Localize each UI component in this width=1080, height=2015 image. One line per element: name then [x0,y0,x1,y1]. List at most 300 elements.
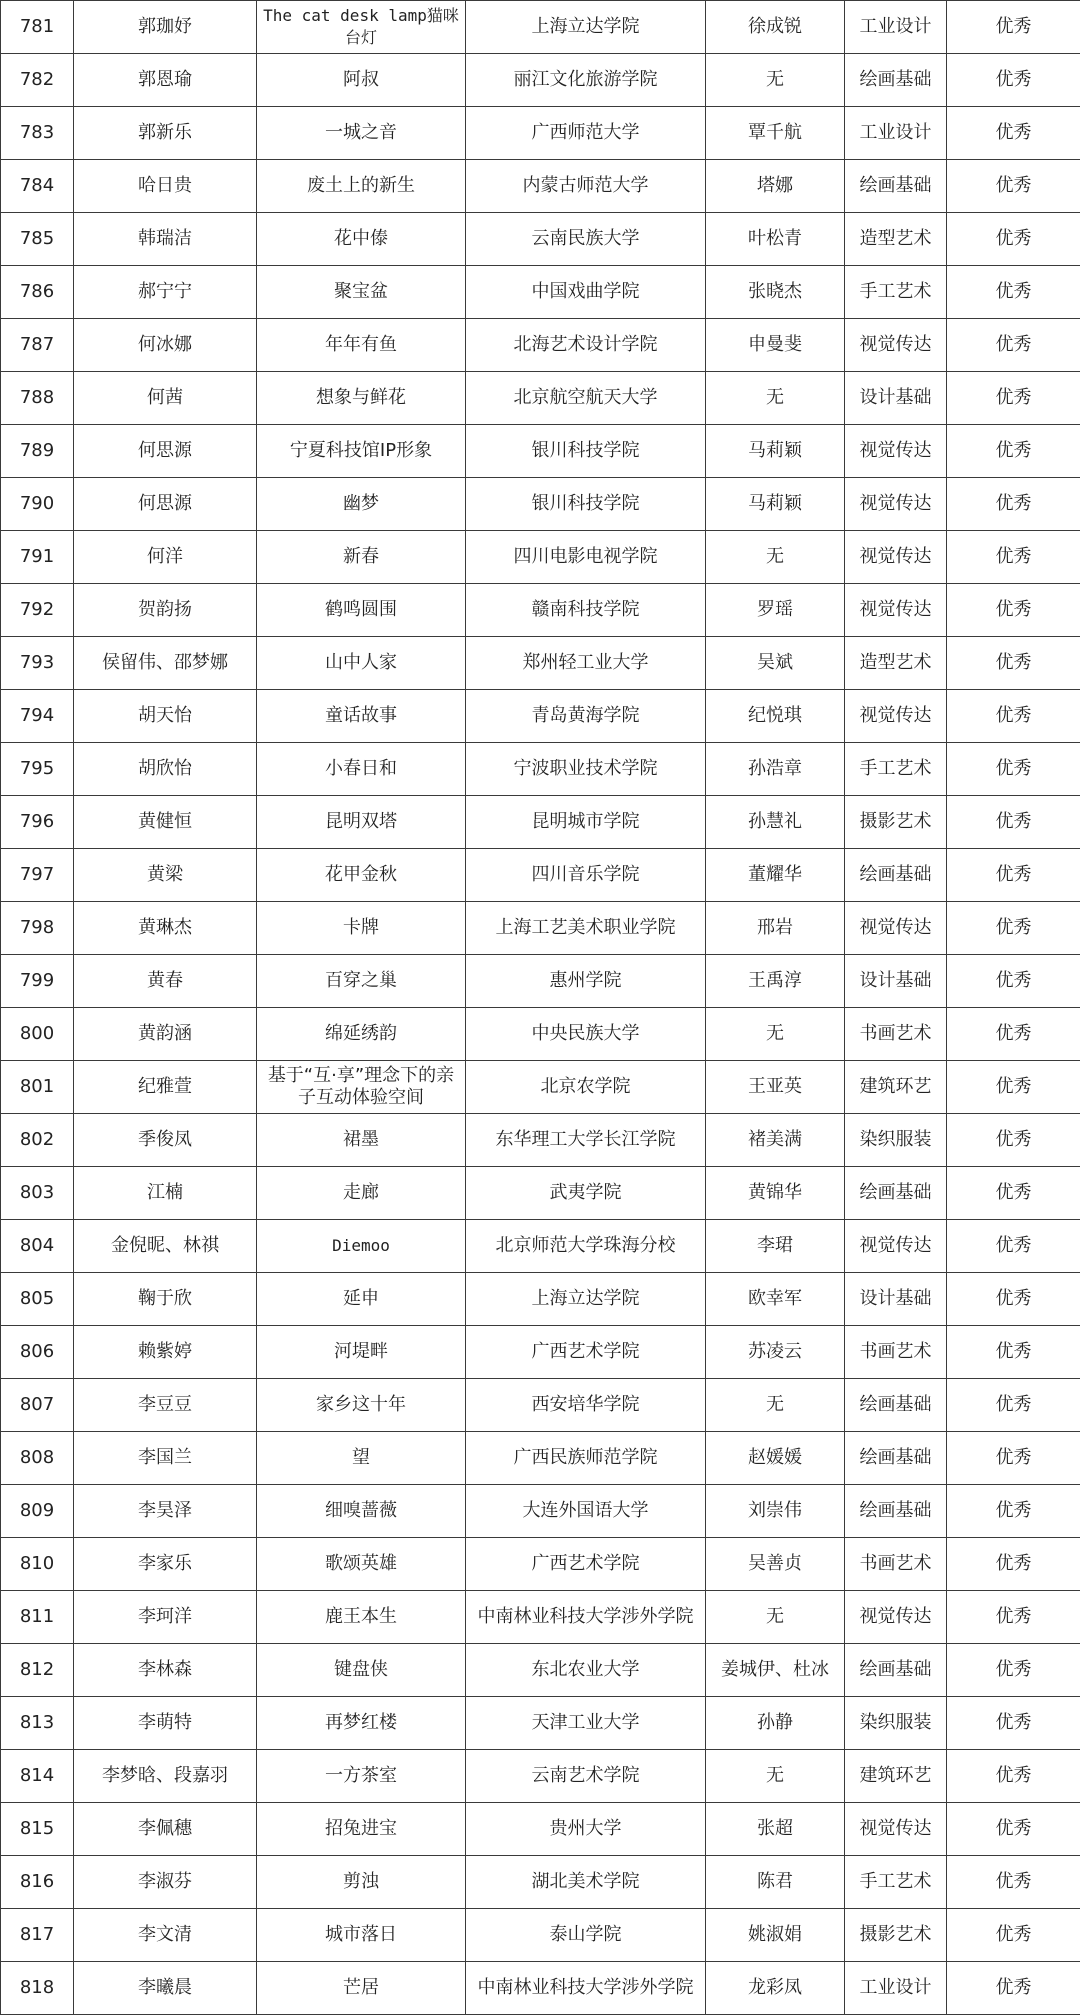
cell-school: 中南林业科技大学涉外学院 [466,1962,706,2015]
cell-category: 设计基础 [845,372,947,425]
cell-school: 青岛黄海学院 [466,690,706,743]
cell-teacher: 罗瑶 [706,584,845,637]
cell-award: 优秀 [947,1167,1080,1220]
cell-work-title: 废土上的新生 [257,160,466,213]
cell-work-title: 再梦红楼 [257,1697,466,1750]
cell-number: 787 [1,319,74,372]
cell-author: 李佩穗 [74,1803,257,1856]
cell-teacher: 黄锦华 [706,1167,845,1220]
cell-school: 上海工艺美术职业学院 [466,902,706,955]
table-row [1,1856,1080,1909]
cell-teacher: 覃千航 [706,107,845,160]
cell-award: 优秀 [947,160,1080,213]
cell-work-title: 昆明双塔 [257,796,466,849]
cell-category: 视觉传达 [845,425,947,478]
cell-school: 北海艺术设计学院 [466,319,706,372]
cell-number: 783 [1,107,74,160]
cell-teacher: 王亚英 [706,1061,845,1114]
table-row [1,1697,1080,1750]
cell-award: 优秀 [947,1,1080,54]
cell-school: 北京师范大学珠海分校 [466,1220,706,1273]
cell-number: 816 [1,1856,74,1909]
cell-number: 796 [1,796,74,849]
cell-author: 郭珈妤 [74,1,257,54]
cell-category: 书画艺术 [845,1538,947,1591]
cell-award: 优秀 [947,796,1080,849]
cell-category: 视觉传达 [845,1220,947,1273]
cell-work-title: 阿叔 [257,54,466,107]
cell-work-title: 家乡这十年 [257,1379,466,1432]
cell-work-title: 裙墨 [257,1114,466,1167]
cell-award: 优秀 [947,1591,1080,1644]
cell-author: 李国兰 [74,1432,257,1485]
cell-category: 视觉传达 [845,690,947,743]
cell-category: 视觉传达 [845,319,947,372]
cell-author: 李豆豆 [74,1379,257,1432]
cell-author: 李昊泽 [74,1485,257,1538]
cell-author: 金倪昵、林祺 [74,1220,257,1273]
cell-category: 绘画基础 [845,1379,947,1432]
cell-award: 优秀 [947,107,1080,160]
cell-teacher: 申曼斐 [706,319,845,372]
cell-award: 优秀 [947,1379,1080,1432]
cell-author: 胡天怡 [74,690,257,743]
cell-award: 优秀 [947,1273,1080,1326]
cell-author: 李珂洋 [74,1591,257,1644]
cell-work-title: 剪浊 [257,1856,466,1909]
cell-category: 绘画基础 [845,1485,947,1538]
cell-author: 侯留伟、邵梦娜 [74,637,257,690]
cell-number: 806 [1,1326,74,1379]
table-body [1,1,1080,2015]
cell-work-title: 山中人家 [257,637,466,690]
cell-school: 东北农业大学 [466,1644,706,1697]
cell-author: 鞠于欣 [74,1273,257,1326]
cell-author: 黄健恒 [74,796,257,849]
cell-school: 东华理工大学长江学院 [466,1114,706,1167]
table-row [1,478,1080,531]
cell-work-title: 聚宝盆 [257,266,466,319]
table-row [1,690,1080,743]
cell-category: 视觉传达 [845,478,947,531]
cell-teacher: 吴善贞 [706,1538,845,1591]
cell-category: 绘画基础 [845,1644,947,1697]
cell-work-title: 延申 [257,1273,466,1326]
table-row [1,1644,1080,1697]
cell-teacher: 邢岩 [706,902,845,955]
cell-work-title: The cat desk lamp猫咪台灯 [257,1,466,54]
cell-award: 优秀 [947,1909,1080,1962]
cell-author: 赖紫婷 [74,1326,257,1379]
cell-work-title: 绵延绣韵 [257,1008,466,1061]
cell-category: 设计基础 [845,1273,947,1326]
cell-award: 优秀 [947,690,1080,743]
table-row [1,1803,1080,1856]
cell-category: 摄影艺术 [845,1909,947,1962]
cell-work-title: 新春 [257,531,466,584]
cell-number: 802 [1,1114,74,1167]
cell-teacher: 孙静 [706,1697,845,1750]
table-row [1,1273,1080,1326]
cell-category: 视觉传达 [845,531,947,584]
cell-work-title: 鹿王本生 [257,1591,466,1644]
cell-author: 郭恩瑜 [74,54,257,107]
cell-work-title: 花中傣 [257,213,466,266]
cell-author: 江楠 [74,1167,257,1220]
cell-category: 工业设计 [845,107,947,160]
cell-category: 视觉传达 [845,1591,947,1644]
table-row [1,1538,1080,1591]
cell-work-title: 河堤畔 [257,1326,466,1379]
cell-award: 优秀 [947,213,1080,266]
cell-category: 染织服装 [845,1114,947,1167]
cell-award: 优秀 [947,1432,1080,1485]
cell-teacher: 叶松青 [706,213,845,266]
cell-teacher: 无 [706,531,845,584]
cell-teacher: 王禹淳 [706,955,845,1008]
table-row [1,1485,1080,1538]
cell-author: 贺韵扬 [74,584,257,637]
cell-number: 800 [1,1008,74,1061]
cell-author: 李林森 [74,1644,257,1697]
cell-school: 北京农学院 [466,1061,706,1114]
cell-award: 优秀 [947,1008,1080,1061]
cell-school: 惠州学院 [466,955,706,1008]
table-row [1,1326,1080,1379]
cell-school: 内蒙古师范大学 [466,160,706,213]
table-row [1,107,1080,160]
cell-award: 优秀 [947,1697,1080,1750]
table-row [1,372,1080,425]
table-row [1,902,1080,955]
cell-award: 优秀 [947,319,1080,372]
cell-category: 设计基础 [845,955,947,1008]
cell-teacher: 无 [706,372,845,425]
cell-school: 天津工业大学 [466,1697,706,1750]
cell-school: 昆明城市学院 [466,796,706,849]
cell-category: 染织服装 [845,1697,947,1750]
cell-category: 造型艺术 [845,213,947,266]
cell-author: 季俊凤 [74,1114,257,1167]
cell-author: 何冰娜 [74,319,257,372]
table-row [1,1750,1080,1803]
cell-award: 优秀 [947,1803,1080,1856]
cell-work-title: 键盘侠 [257,1644,466,1697]
cell-school: 云南艺术学院 [466,1750,706,1803]
cell-school: 四川音乐学院 [466,849,706,902]
cell-teacher: 欧幸军 [706,1273,845,1326]
cell-teacher: 赵媛媛 [706,1432,845,1485]
cell-number: 784 [1,160,74,213]
table-row [1,637,1080,690]
cell-work-title: 宁夏科技馆IP形象 [257,425,466,478]
table-row [1,1167,1080,1220]
cell-award: 优秀 [947,849,1080,902]
cell-award: 优秀 [947,425,1080,478]
cell-category: 绘画基础 [845,1432,947,1485]
cell-teacher: 张超 [706,1803,845,1856]
table-row [1,1962,1080,2015]
cell-school: 丽江文化旅游学院 [466,54,706,107]
cell-number: 785 [1,213,74,266]
cell-award: 优秀 [947,1644,1080,1697]
cell-school: 北京航空航天大学 [466,372,706,425]
cell-award: 优秀 [947,1326,1080,1379]
cell-teacher: 无 [706,54,845,107]
cell-author: 何茜 [74,372,257,425]
table-row [1,849,1080,902]
table-row [1,54,1080,107]
table-row [1,160,1080,213]
cell-work-title: 一方茶室 [257,1750,466,1803]
cell-school: 西安培华学院 [466,1379,706,1432]
cell-teacher: 刘崇伟 [706,1485,845,1538]
table-row [1,1114,1080,1167]
cell-category: 手工艺术 [845,743,947,796]
cell-school: 赣南科技学院 [466,584,706,637]
cell-number: 792 [1,584,74,637]
cell-award: 优秀 [947,372,1080,425]
cell-school: 大连外国语大学 [466,1485,706,1538]
cell-work-title: 童话故事 [257,690,466,743]
cell-work-title: 芒居 [257,1962,466,2015]
cell-work-title: 望 [257,1432,466,1485]
cell-teacher: 苏凌云 [706,1326,845,1379]
table-row [1,796,1080,849]
cell-number: 795 [1,743,74,796]
cell-number: 809 [1,1485,74,1538]
table-row [1,1,1080,54]
table-row [1,955,1080,1008]
table-row [1,1909,1080,1962]
cell-number: 782 [1,54,74,107]
cell-school: 四川电影电视学院 [466,531,706,584]
cell-number: 811 [1,1591,74,1644]
cell-teacher: 无 [706,1008,845,1061]
cell-number: 804 [1,1220,74,1273]
cell-number: 798 [1,902,74,955]
cell-school: 云南民族大学 [466,213,706,266]
cell-category: 书画艺术 [845,1008,947,1061]
cell-teacher: 吴斌 [706,637,845,690]
cell-author: 郭新乐 [74,107,257,160]
cell-author: 李曦晨 [74,1962,257,2015]
cell-school: 广西师范大学 [466,107,706,160]
cell-award: 优秀 [947,1220,1080,1273]
cell-number: 801 [1,1061,74,1114]
cell-school: 中南林业科技大学涉外学院 [466,1591,706,1644]
cell-teacher: 董耀华 [706,849,845,902]
cell-teacher: 褚美满 [706,1114,845,1167]
cell-teacher: 龙彩凤 [706,1962,845,2015]
cell-work-title: 卡牌 [257,902,466,955]
cell-author: 何思源 [74,478,257,531]
cell-work-title: 基于“互·享”理念下的亲子互动体验空间 [257,1061,466,1114]
cell-author: 哈日贵 [74,160,257,213]
cell-number: 810 [1,1538,74,1591]
cell-teacher: 马莉颖 [706,425,845,478]
cell-category: 绘画基础 [845,1167,947,1220]
cell-award: 优秀 [947,266,1080,319]
cell-number: 808 [1,1432,74,1485]
cell-award: 优秀 [947,902,1080,955]
cell-number: 803 [1,1167,74,1220]
cell-school: 泰山学院 [466,1909,706,1962]
table-row [1,531,1080,584]
cell-author: 胡欣怡 [74,743,257,796]
cell-category: 手工艺术 [845,266,947,319]
table-row [1,213,1080,266]
cell-award: 优秀 [947,531,1080,584]
cell-author: 李淑芬 [74,1856,257,1909]
cell-category: 建筑环艺 [845,1750,947,1803]
cell-school: 中国戏曲学院 [466,266,706,319]
cell-school: 银川科技学院 [466,425,706,478]
cell-award: 优秀 [947,1485,1080,1538]
cell-category: 手工艺术 [845,1856,947,1909]
cell-school: 宁波职业技术学院 [466,743,706,796]
cell-teacher: 纪悦琪 [706,690,845,743]
cell-number: 814 [1,1750,74,1803]
cell-category: 摄影艺术 [845,796,947,849]
cell-school: 广西艺术学院 [466,1326,706,1379]
cell-award: 优秀 [947,1962,1080,2015]
cell-teacher: 无 [706,1750,845,1803]
cell-number: 789 [1,425,74,478]
cell-number: 788 [1,372,74,425]
cell-award: 优秀 [947,1856,1080,1909]
table-row [1,1220,1080,1273]
cell-author: 韩瑞洁 [74,213,257,266]
cell-school: 武夷学院 [466,1167,706,1220]
cell-work-title: 歌颂英雄 [257,1538,466,1591]
table-row [1,425,1080,478]
cell-work-title: 细嗅蔷薇 [257,1485,466,1538]
table-row [1,584,1080,637]
cell-award: 优秀 [947,743,1080,796]
cell-award: 优秀 [947,1750,1080,1803]
cell-work-title: 年年有鱼 [257,319,466,372]
cell-number: 812 [1,1644,74,1697]
cell-school: 广西艺术学院 [466,1538,706,1591]
cell-number: 791 [1,531,74,584]
cell-category: 造型艺术 [845,637,947,690]
cell-teacher: 孙浩章 [706,743,845,796]
table-row [1,1008,1080,1061]
cell-author: 郝宁宁 [74,266,257,319]
table-row [1,1432,1080,1485]
cell-number: 786 [1,266,74,319]
table-row [1,319,1080,372]
cell-teacher: 无 [706,1591,845,1644]
cell-number: 813 [1,1697,74,1750]
cell-teacher: 塔娜 [706,160,845,213]
table-row [1,1061,1080,1114]
cell-teacher: 姜城伊、杜冰 [706,1644,845,1697]
cell-teacher: 李珺 [706,1220,845,1273]
cell-number: 797 [1,849,74,902]
cell-author: 李文清 [74,1909,257,1962]
cell-number: 807 [1,1379,74,1432]
cell-school: 湖北美术学院 [466,1856,706,1909]
cell-author: 李家乐 [74,1538,257,1591]
cell-author: 黄春 [74,955,257,1008]
cell-number: 781 [1,1,74,54]
cell-category: 视觉传达 [845,584,947,637]
cell-author: 何思源 [74,425,257,478]
cell-award: 优秀 [947,955,1080,1008]
cell-teacher: 马莉颖 [706,478,845,531]
cell-author: 纪雅萱 [74,1061,257,1114]
cell-work-title: 城市落日 [257,1909,466,1962]
cell-award: 优秀 [947,54,1080,107]
cell-number: 793 [1,637,74,690]
cell-author: 黄韵涵 [74,1008,257,1061]
cell-award: 优秀 [947,637,1080,690]
cell-author: 何洋 [74,531,257,584]
cell-work-title: 鹤鸣圆围 [257,584,466,637]
cell-school: 中央民族大学 [466,1008,706,1061]
cell-author: 李梦晗、段嘉羽 [74,1750,257,1803]
cell-work-title: 想象与鲜花 [257,372,466,425]
cell-teacher: 无 [706,1379,845,1432]
cell-school: 上海立达学院 [466,1273,706,1326]
cell-school: 郑州轻工业大学 [466,637,706,690]
cell-work-title: 小春日和 [257,743,466,796]
cell-number: 818 [1,1962,74,2015]
cell-award: 优秀 [947,1114,1080,1167]
table-row [1,1379,1080,1432]
cell-category: 绘画基础 [845,54,947,107]
cell-work-title: 招兔进宝 [257,1803,466,1856]
cell-category: 建筑环艺 [845,1061,947,1114]
cell-number: 799 [1,955,74,1008]
cell-teacher: 陈君 [706,1856,845,1909]
cell-number: 817 [1,1909,74,1962]
cell-work-title: Diemoo [257,1220,466,1273]
cell-work-title: 百穿之巢 [257,955,466,1008]
cell-school: 广西民族师范学院 [466,1432,706,1485]
cell-category: 视觉传达 [845,902,947,955]
table-row [1,266,1080,319]
cell-author: 李萌特 [74,1697,257,1750]
cell-teacher: 张晓杰 [706,266,845,319]
table-row [1,743,1080,796]
cell-category: 书画艺术 [845,1326,947,1379]
cell-school: 贵州大学 [466,1803,706,1856]
cell-number: 794 [1,690,74,743]
cell-category: 绘画基础 [845,160,947,213]
cell-award: 优秀 [947,1538,1080,1591]
cell-author: 黄梁 [74,849,257,902]
cell-work-title: 花甲金秋 [257,849,466,902]
cell-work-title: 一城之音 [257,107,466,160]
cell-number: 815 [1,1803,74,1856]
cell-category: 工业设计 [845,1962,947,2015]
cell-number: 805 [1,1273,74,1326]
cell-school: 上海立达学院 [466,1,706,54]
cell-award: 优秀 [947,478,1080,531]
cell-work-title: 走廊 [257,1167,466,1220]
cell-category: 绘画基础 [845,849,947,902]
cell-teacher: 徐成锐 [706,1,845,54]
cell-work-title: 幽梦 [257,478,466,531]
cell-category: 视觉传达 [845,1803,947,1856]
table-row [1,1591,1080,1644]
cell-school: 银川科技学院 [466,478,706,531]
cell-award: 优秀 [947,1061,1080,1114]
cell-category: 工业设计 [845,1,947,54]
